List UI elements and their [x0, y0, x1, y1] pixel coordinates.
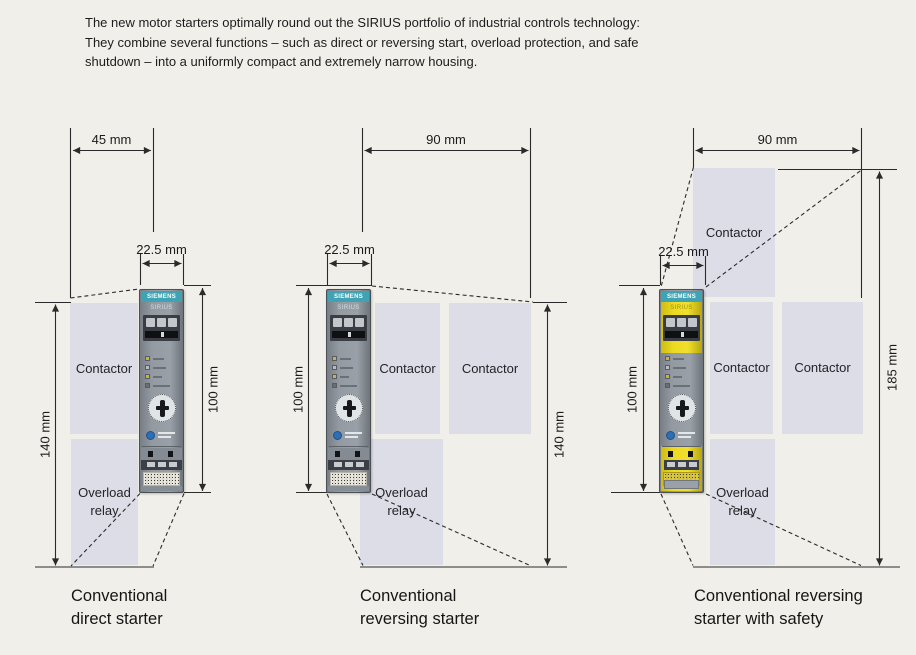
intro-paragraph: [85, 13, 640, 72]
contactor-block: [70, 303, 138, 434]
reset-button: [146, 430, 175, 440]
lower-terminal-strip: [664, 460, 699, 470]
reset-button: [333, 430, 362, 440]
caption-line: Conventional: [360, 587, 457, 605]
reset-button: [666, 430, 695, 440]
overload-relay-block: [360, 439, 443, 565]
dimension-label-total-width: 45 mm: [91, 132, 132, 147]
overload-label: relay: [728, 503, 757, 518]
motor-starter-device-photo: [139, 289, 184, 493]
dimension-label-device-height: 100 mm: [290, 366, 306, 413]
intro-line-3: shutdown – into a uniformly compact and extremely narrow housing.: [85, 54, 478, 69]
overload-label: Overload: [375, 485, 428, 500]
upper-terminal-recess: [663, 315, 700, 341]
contactor-label: Contactor: [713, 360, 770, 375]
panel1-caption: [71, 585, 167, 630]
dimension-label-device-width: 22.5 mm: [658, 244, 709, 259]
lower-terminal-strip: [141, 460, 182, 470]
panel2-caption: [360, 585, 479, 630]
dimension-label-total-width: 90 mm: [757, 132, 798, 147]
upper-terminal-recess: [143, 315, 180, 341]
current-setting-dial: [148, 394, 176, 422]
lower-terminal-strip: [328, 460, 369, 470]
intro-line-1: The new motor starters optimally round out the SIRIUS portfolio of industrial controls technology:: [85, 15, 640, 30]
caption-line: reversing starter: [360, 609, 480, 628]
contactor-label: Contactor: [461, 360, 519, 376]
contactor-block: [693, 168, 775, 297]
contactor-block: [375, 303, 440, 434]
contactor-block: [782, 302, 863, 434]
overload-label: relay: [387, 503, 416, 518]
overload-label: relay: [90, 503, 119, 518]
terminal-row: [141, 448, 182, 460]
caption-line: Conventional reversing: [694, 587, 863, 605]
contactor-label: Contactor: [705, 224, 763, 240]
motor-starter-device-photo: [326, 289, 371, 493]
current-setting-dial: [668, 394, 696, 422]
caption-line: direct starter: [71, 609, 163, 628]
sirius-series-label: SIRIUS: [337, 305, 360, 311]
dimension-label-device-width: 22.5 mm: [136, 242, 187, 257]
panel3-caption: [694, 585, 863, 630]
dimension-label-total-height: 140 mm: [551, 411, 567, 458]
status-led-column: [665, 354, 690, 390]
dimension-label-total-width: 90 mm: [426, 132, 466, 147]
status-led-column: [332, 354, 357, 390]
dimension-label-device-height: 100 mm: [205, 366, 221, 413]
caption-line: starter with safety: [694, 609, 824, 628]
contactor-label: Contactor: [379, 360, 436, 376]
overload-relay-block: [710, 439, 775, 565]
overload-label: Overload: [716, 485, 769, 500]
contactor-label: Contactor: [75, 360, 133, 376]
siemens-logo: SIEMENS: [328, 291, 369, 302]
failsafe-motor-starter-device-photo: [659, 289, 704, 493]
overload-relay-block: [71, 439, 138, 565]
intro-line-2: They combine several functions – such as direct or reversing start, overload protection, and safe: [85, 34, 639, 50]
contactor-block: [710, 302, 773, 434]
upper-terminal-recess: [330, 315, 367, 341]
status-led-column: [145, 354, 170, 390]
sirius-series-label: SIRIUS: [150, 305, 173, 311]
contactor-label: Contactor: [794, 360, 851, 375]
siemens-logo: SIEMENS: [141, 291, 182, 302]
product-code-label: [143, 472, 180, 486]
terminal-row: [328, 448, 369, 460]
current-setting-dial: [335, 394, 363, 422]
siemens-logo: SIEMENS: [661, 291, 702, 302]
dimension-label-device-height: 100 mm: [624, 366, 640, 413]
product-code-label: [330, 472, 367, 486]
overload-label: Overload: [78, 485, 131, 500]
dimension-label-device-width: 22.5 mm: [324, 242, 375, 257]
sirius-series-label: SIRIUS: [670, 305, 693, 311]
contactor-block: [449, 303, 531, 434]
terminal-row: [661, 448, 702, 460]
dimension-label-total-height: 185 mm: [884, 344, 900, 391]
dimension-label-total-height: 140 mm: [37, 411, 53, 458]
caption-line: Conventional: [71, 587, 168, 605]
